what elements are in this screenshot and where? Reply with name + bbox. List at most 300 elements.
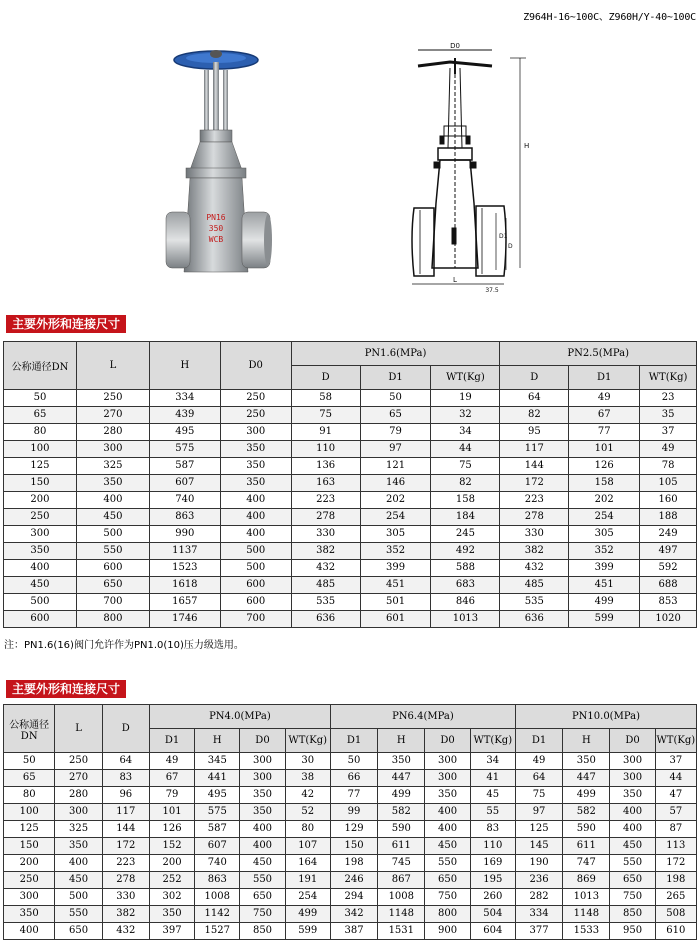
table-cell: 82 [431, 475, 500, 492]
table-cell: 45 [470, 787, 515, 804]
header-d: D [102, 705, 149, 753]
table-row [4, 855, 697, 872]
table-cell: 66 [330, 770, 377, 787]
table-cell: 19 [431, 390, 500, 407]
table-cell: 400 [425, 804, 470, 821]
table-cell: 50 [4, 390, 77, 407]
header-pn100: PN10.0(MPa) [515, 705, 696, 729]
table-cell: 485 [500, 577, 569, 594]
table-cell: 377 [515, 923, 562, 940]
table-cell: 495 [149, 424, 220, 441]
table-cell: 485 [291, 577, 360, 594]
table1-body [4, 390, 697, 628]
table-cell: 650 [610, 872, 655, 889]
table-row [4, 923, 697, 940]
table-cell: 252 [149, 872, 194, 889]
table-cell: 607 [149, 475, 220, 492]
header-wt: WT(Kg) [640, 366, 697, 390]
table-cell: 125 [515, 821, 562, 838]
header-l: L [55, 705, 102, 753]
table-cell: 144 [102, 821, 149, 838]
table-cell: 280 [76, 424, 149, 441]
table-row [4, 821, 697, 838]
table-row [4, 509, 697, 526]
spec-table-pn16-pn25 [3, 341, 697, 628]
table-row [4, 390, 697, 407]
table-cell: 169 [470, 855, 515, 872]
table-cell: 97 [360, 441, 431, 458]
table-cell: 550 [55, 906, 102, 923]
table-cell: 198 [330, 855, 377, 872]
table-cell: 334 [149, 390, 220, 407]
table-cell: 432 [500, 560, 569, 577]
table-row [4, 424, 697, 441]
table-cell: 550 [425, 855, 470, 872]
table-cell: 350 [55, 838, 102, 855]
table-cell: 64 [102, 753, 149, 770]
table-cell: 575 [195, 804, 240, 821]
table-row [4, 526, 697, 543]
header-d: D [291, 366, 360, 390]
table-cell: 350 [425, 787, 470, 804]
table-cell: 350 [240, 787, 285, 804]
table-cell: 535 [291, 594, 360, 611]
header-d1: D1 [515, 729, 562, 753]
table-cell: 164 [285, 855, 330, 872]
table-cell: 80 [4, 787, 55, 804]
table-cell: 1008 [378, 889, 425, 906]
table-cell: 508 [655, 906, 696, 923]
table-cell: 400 [425, 821, 470, 838]
table-row [4, 407, 697, 424]
table-cell: 250 [220, 390, 291, 407]
table-cell: 64 [500, 390, 569, 407]
table-cell: 37 [655, 753, 696, 770]
table-cell: 740 [149, 492, 220, 509]
table-cell: 1746 [149, 611, 220, 628]
table-cell: 300 [610, 753, 655, 770]
table-cell: 121 [360, 458, 431, 475]
table-row [4, 906, 697, 923]
table-cell: 280 [55, 787, 102, 804]
table-cell: 350 [220, 441, 291, 458]
table-cell: 145 [515, 838, 562, 855]
section2-title: 主要外形和连接尺寸 [6, 680, 126, 698]
table-cell: 1533 [563, 923, 610, 940]
table-cell: 126 [569, 458, 640, 475]
table-cell: 350 [76, 475, 149, 492]
table-cell: 400 [76, 492, 149, 509]
table-cell: 600 [4, 611, 77, 628]
table-cell: 97 [515, 804, 562, 821]
table-cell: 278 [500, 509, 569, 526]
table-cell: 599 [285, 923, 330, 940]
photo-marking-pn: PN16 [206, 213, 226, 222]
table-cell: 64 [515, 770, 562, 787]
table-cell: 450 [610, 838, 655, 855]
table-cell: 50 [360, 390, 431, 407]
table-cell: 77 [330, 787, 377, 804]
gate-valve-photo [160, 40, 275, 290]
table-cell: 592 [640, 560, 697, 577]
table-cell: 590 [563, 821, 610, 838]
table-cell: 254 [360, 509, 431, 526]
table-cell: 184 [431, 509, 500, 526]
table-cell: 100 [4, 804, 55, 821]
table-cell: 500 [220, 543, 291, 560]
table-cell: 250 [76, 390, 149, 407]
table-cell: 96 [102, 787, 149, 804]
table-cell: 382 [102, 906, 149, 923]
table-row [4, 492, 697, 509]
table-cell: 125 [4, 821, 55, 838]
table-cell: 352 [360, 543, 431, 560]
table-cell: 342 [330, 906, 377, 923]
table-cell: 500 [76, 526, 149, 543]
table-row [4, 872, 697, 889]
table-cell: 382 [291, 543, 360, 560]
table-cell: 67 [569, 407, 640, 424]
table-row [4, 560, 697, 577]
table-cell: 582 [378, 804, 425, 821]
table-row [4, 804, 697, 821]
header-d0: D0 [610, 729, 655, 753]
table-cell: 846 [431, 594, 500, 611]
table-cell: 110 [291, 441, 360, 458]
table-cell: 58 [291, 390, 360, 407]
table-cell: 450 [4, 577, 77, 594]
label-l: L [453, 276, 457, 284]
table-cell: 611 [378, 838, 425, 855]
table-cell: 447 [378, 770, 425, 787]
table-cell: 144 [500, 458, 569, 475]
table-cell: 745 [378, 855, 425, 872]
table-cell: 250 [220, 407, 291, 424]
table-cell: 250 [55, 753, 102, 770]
table-cell: 32 [431, 407, 500, 424]
table-cell: 117 [500, 441, 569, 458]
table-cell: 75 [431, 458, 500, 475]
table-cell: 302 [149, 889, 194, 906]
table-cell: 450 [425, 838, 470, 855]
header-d0: D0 [425, 729, 470, 753]
table-cell: 853 [640, 594, 697, 611]
table-cell: 105 [640, 475, 697, 492]
table-cell: 400 [240, 838, 285, 855]
table-cell: 688 [640, 577, 697, 594]
table-cell: 87 [655, 821, 696, 838]
table-cell: 49 [640, 441, 697, 458]
table-cell: 223 [500, 492, 569, 509]
table-cell: 35 [640, 407, 697, 424]
table-cell: 504 [470, 906, 515, 923]
header-wt: WT(Kg) [655, 729, 696, 753]
header-h: H [563, 729, 610, 753]
table-cell: 869 [563, 872, 610, 889]
table-cell: 202 [360, 492, 431, 509]
header-d: D [500, 366, 569, 390]
table-cell: 37 [640, 424, 697, 441]
table-cell: 223 [102, 855, 149, 872]
header-h: H [378, 729, 425, 753]
table-cell: 300 [4, 889, 55, 906]
table-cell: 57 [655, 804, 696, 821]
table-cell: 270 [55, 770, 102, 787]
header-pn64: PN6.4(MPa) [330, 705, 515, 729]
table-cell: 1148 [563, 906, 610, 923]
table-cell: 400 [220, 509, 291, 526]
table-cell: 95 [500, 424, 569, 441]
table-cell: 500 [220, 560, 291, 577]
table-cell: 49 [569, 390, 640, 407]
table-cell: 79 [360, 424, 431, 441]
table-cell: 300 [55, 804, 102, 821]
header-dn: 公称通径DN [4, 705, 55, 753]
table-cell: 740 [195, 855, 240, 872]
table-cell: 75 [515, 787, 562, 804]
table-cell: 499 [378, 787, 425, 804]
table-cell: 350 [220, 475, 291, 492]
table-cell: 300 [425, 770, 470, 787]
table-cell: 23 [640, 390, 697, 407]
table-cell: 499 [563, 787, 610, 804]
table-cell: 400 [610, 804, 655, 821]
table-row [4, 475, 697, 492]
table-cell: 160 [640, 492, 697, 509]
table-cell: 1008 [195, 889, 240, 906]
table-cell: 400 [4, 560, 77, 577]
table-cell: 34 [470, 753, 515, 770]
table-cell: 850 [240, 923, 285, 940]
table-cell: 1148 [378, 906, 425, 923]
table-cell: 150 [4, 838, 55, 855]
table-cell: 450 [55, 872, 102, 889]
table-cell: 1020 [640, 611, 697, 628]
table-cell: 150 [330, 838, 377, 855]
table-cell: 330 [102, 889, 149, 906]
table-cell: 254 [569, 509, 640, 526]
table-cell: 611 [563, 838, 610, 855]
table-cell: 305 [569, 526, 640, 543]
table-cell: 400 [55, 855, 102, 872]
table-cell: 278 [291, 509, 360, 526]
table-cell: 79 [149, 787, 194, 804]
table-row [4, 594, 697, 611]
table-row [4, 753, 697, 770]
table-cell: 582 [563, 804, 610, 821]
table-cell: 158 [569, 475, 640, 492]
table-cell: 91 [291, 424, 360, 441]
table-cell: 397 [149, 923, 194, 940]
table-cell: 146 [360, 475, 431, 492]
table-cell: 867 [378, 872, 425, 889]
table-cell: 200 [4, 855, 55, 872]
table-cell: 260 [470, 889, 515, 906]
table-cell: 350 [149, 906, 194, 923]
table-cell: 590 [378, 821, 425, 838]
table-cell: 300 [240, 770, 285, 787]
table-cell: 610 [655, 923, 696, 940]
table-cell: 1657 [149, 594, 220, 611]
header-wt: WT(Kg) [431, 366, 500, 390]
table-cell: 200 [149, 855, 194, 872]
header-d0: D0 [240, 729, 285, 753]
photo-marking-dn: 350 [208, 224, 224, 233]
table-cell: 330 [500, 526, 569, 543]
table-cell: 800 [76, 611, 149, 628]
table-cell: 451 [569, 577, 640, 594]
table-cell: 80 [4, 424, 77, 441]
table-cell: 300 [4, 526, 77, 543]
valve-dimension-drawing [400, 38, 540, 293]
header-pn25: PN2.5(MPa) [500, 342, 697, 366]
table-row [4, 611, 697, 628]
table-cell: 44 [431, 441, 500, 458]
table-cell: 50 [4, 753, 55, 770]
header-d1: D1 [149, 729, 194, 753]
table-cell: 250 [4, 509, 77, 526]
table-cell: 117 [102, 804, 149, 821]
table-cell: 158 [431, 492, 500, 509]
table-cell: 650 [240, 889, 285, 906]
table-row [4, 441, 697, 458]
table-cell: 600 [76, 560, 149, 577]
table-cell: 305 [360, 526, 431, 543]
section1-title: 主要外形和连接尺寸 [6, 315, 126, 333]
table-cell: 439 [149, 407, 220, 424]
table-cell: 500 [55, 889, 102, 906]
table-cell: 350 [4, 906, 55, 923]
table-cell: 1142 [195, 906, 240, 923]
table-cell: 80 [285, 821, 330, 838]
table-cell: 41 [470, 770, 515, 787]
table-cell: 495 [195, 787, 240, 804]
table-cell: 382 [500, 543, 569, 560]
table-cell: 400 [610, 821, 655, 838]
table-cell: 101 [149, 804, 194, 821]
table-cell: 650 [425, 872, 470, 889]
table-cell: 400 [240, 821, 285, 838]
table-cell: 1527 [195, 923, 240, 940]
table-cell: 50 [330, 753, 377, 770]
table-cell: 850 [610, 906, 655, 923]
table-cell: 236 [515, 872, 562, 889]
table-cell: 34 [431, 424, 500, 441]
spec-table-pn40-pn100 [3, 704, 697, 940]
table-cell: 100 [4, 441, 77, 458]
table-cell: 700 [76, 594, 149, 611]
table-cell: 294 [330, 889, 377, 906]
table-cell: 587 [149, 458, 220, 475]
table-cell: 535 [500, 594, 569, 611]
table-cell: 107 [285, 838, 330, 855]
table-cell: 599 [569, 611, 640, 628]
table-cell: 265 [655, 889, 696, 906]
table-cell: 245 [431, 526, 500, 543]
table-cell: 497 [640, 543, 697, 560]
table-cell: 202 [569, 492, 640, 509]
table-cell: 129 [330, 821, 377, 838]
table-cell: 399 [569, 560, 640, 577]
table-cell: 101 [569, 441, 640, 458]
table-cell: 587 [195, 821, 240, 838]
footnote: 注：PN1.6(16)阀门允许作为PN1.0(10)压力级选用。 [4, 640, 244, 651]
table-cell: 499 [285, 906, 330, 923]
table-cell: 65 [4, 407, 77, 424]
table-cell: 330 [291, 526, 360, 543]
table-cell: 588 [431, 560, 500, 577]
table-cell: 400 [220, 492, 291, 509]
table-cell: 636 [500, 611, 569, 628]
table-cell: 1137 [149, 543, 220, 560]
table-cell: 450 [76, 509, 149, 526]
header-d1: D1 [330, 729, 377, 753]
table-cell: 990 [149, 526, 220, 543]
label-d: D [508, 243, 513, 250]
table-cell: 650 [76, 577, 149, 594]
table-cell: 254 [285, 889, 330, 906]
table-cell: 550 [240, 872, 285, 889]
table-cell: 387 [330, 923, 377, 940]
table-cell: 432 [102, 923, 149, 940]
header-pn40: PN4.0(MPa) [149, 705, 330, 729]
table-cell: 282 [515, 889, 562, 906]
table-cell: 163 [291, 475, 360, 492]
table-row [4, 577, 697, 594]
table-cell: 683 [431, 577, 500, 594]
table-cell: 200 [4, 492, 77, 509]
table-cell: 750 [610, 889, 655, 906]
header-l: L [76, 342, 149, 390]
header-h: H [195, 729, 240, 753]
header-h: H [149, 342, 220, 390]
table-cell: 300 [240, 753, 285, 770]
table-cell: 325 [55, 821, 102, 838]
table-cell: 550 [76, 543, 149, 560]
table-cell: 350 [4, 543, 77, 560]
table-cell: 83 [470, 821, 515, 838]
table-cell: 52 [285, 804, 330, 821]
header-dn: 公称通径DN [4, 342, 77, 390]
table-row [4, 889, 697, 906]
table-cell: 300 [425, 753, 470, 770]
table-cell: 350 [220, 458, 291, 475]
table-cell: 399 [360, 560, 431, 577]
table-cell: 249 [640, 526, 697, 543]
label-h: H [524, 142, 530, 150]
table-cell: 750 [240, 906, 285, 923]
table-cell: 1618 [149, 577, 220, 594]
table-cell: 636 [291, 611, 360, 628]
table-cell: 501 [360, 594, 431, 611]
table-cell: 172 [500, 475, 569, 492]
table-cell: 300 [610, 770, 655, 787]
table-cell: 352 [569, 543, 640, 560]
table-cell: 77 [569, 424, 640, 441]
table-cell: 600 [220, 594, 291, 611]
table-cell: 607 [195, 838, 240, 855]
table-cell: 350 [610, 787, 655, 804]
table-cell: 75 [291, 407, 360, 424]
table-cell: 300 [220, 424, 291, 441]
table-cell: 191 [285, 872, 330, 889]
table-cell: 432 [291, 560, 360, 577]
table-cell: 83 [102, 770, 149, 787]
table-cell: 400 [4, 923, 55, 940]
table-cell: 450 [240, 855, 285, 872]
table-row [4, 838, 697, 855]
table-cell: 447 [563, 770, 610, 787]
